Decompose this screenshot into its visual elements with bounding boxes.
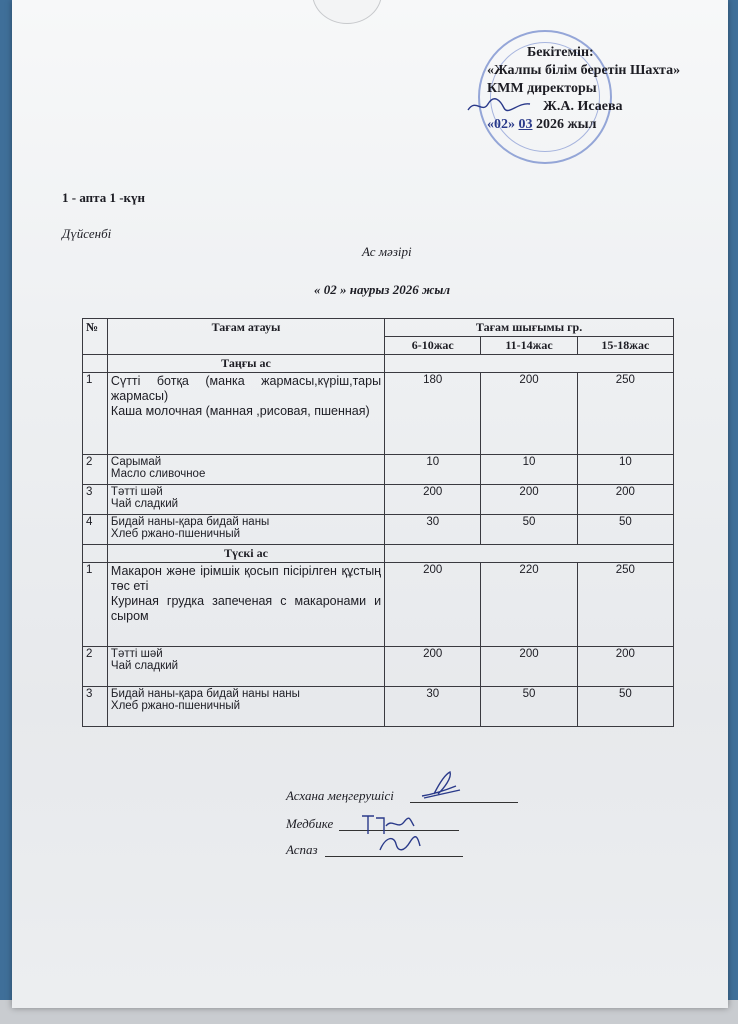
kitchen-head-signature [416, 768, 466, 802]
dish-name-kazakh: Сарымай [110, 456, 162, 468]
portion-value: 200 [385, 563, 481, 647]
header-age-11-14: 11-14жас [481, 337, 577, 355]
section-row [83, 355, 674, 373]
dish-name-russian: Чай сладкий [110, 498, 179, 510]
table-header-row [83, 319, 674, 337]
section-spacer [385, 545, 674, 563]
portion-value: 200 [481, 485, 577, 515]
portion-value: 50 [481, 515, 577, 545]
row-number: 2 [83, 455, 108, 485]
row-number: 3 [83, 687, 108, 727]
dish-name-kazakh: Сүтті ботқа (манка жармасы,күріш,тары жармасы) [110, 374, 382, 403]
dish-name-cell [107, 563, 384, 647]
dish-name-cell [107, 455, 384, 485]
dish-name-kazakh: Макарон және ірімшік қосып пісірілген құстың төс еті [110, 564, 382, 593]
dish-name-kazakh: Тәтті шәй [110, 486, 163, 498]
approval-month: 03 [518, 117, 533, 132]
cook-signature [374, 830, 424, 856]
dish-name-cell [107, 373, 384, 455]
portion-value: 200 [385, 647, 481, 687]
row-number: 2 [83, 647, 108, 687]
row-number: 3 [83, 485, 108, 515]
director-signature [464, 94, 534, 118]
kitchen-head-label: Асхана меңгерушісі [286, 788, 394, 803]
cook-label: Аспаз [286, 842, 318, 857]
header-num: № [83, 319, 108, 355]
dish-name-cell [107, 647, 384, 687]
header-age-15-18: 15-18жас [577, 337, 673, 355]
portion-value: 250 [577, 373, 673, 455]
approval-year: 2026 жыл [536, 117, 597, 132]
dish-name-kazakh: Бидай наны-қара бидай наны [110, 516, 270, 528]
portion-value: 30 [385, 515, 481, 545]
portion-value: 200 [481, 373, 577, 455]
section-num-cell [83, 355, 108, 373]
header-name: Тағам атауы [107, 319, 384, 355]
approval-block [487, 44, 680, 134]
week-day-label: 1 - апта 1 -күн [62, 190, 146, 205]
menu-date: « 02 » наурыз 2026 жыл [314, 282, 451, 297]
table-row [83, 485, 674, 515]
hanger-notch [312, 0, 382, 24]
portion-value: 200 [481, 647, 577, 687]
table-row [83, 455, 674, 485]
portion-value: 200 [385, 485, 481, 515]
dish-name-cell [107, 515, 384, 545]
portion-value: 200 [577, 647, 673, 687]
portion-value: 10 [385, 455, 481, 485]
section-spacer [385, 355, 674, 373]
dish-name-russian: Хлеб ржано-пшеничный [110, 700, 241, 712]
portion-value: 200 [577, 485, 673, 515]
approval-day: «02» [487, 117, 515, 132]
section-title: Түскі ас [107, 545, 384, 563]
dish-name-russian: Каша молочная (манная ,рисовая, пшенная) [110, 404, 370, 418]
dish-name-cell [107, 687, 384, 727]
portion-value: 250 [577, 563, 673, 647]
menu-table [82, 318, 674, 727]
row-number: 1 [83, 563, 108, 647]
portion-value: 10 [577, 455, 673, 485]
dish-name-russian: Хлеб ржано-пшеничный [110, 528, 241, 540]
portion-value: 180 [385, 373, 481, 455]
dish-name-russian: Масло сливочное [110, 468, 206, 480]
section-title: Таңғы ас [107, 355, 384, 373]
header-output: Тағам шығымы гр. [385, 319, 674, 337]
dish-name-kazakh: Бидай наны-қара бидай наны наны [110, 688, 300, 700]
portion-value: 50 [481, 687, 577, 727]
section-num-cell [83, 545, 108, 563]
header-age-6-10: 6-10жас [385, 337, 481, 355]
table-row [83, 647, 674, 687]
portion-value: 50 [577, 515, 673, 545]
portion-value: 30 [385, 687, 481, 727]
dish-name-cell [107, 485, 384, 515]
approval-org: «Жалпы білім беретін Шахта» [487, 63, 681, 78]
approval-role: КММ директоры [487, 81, 597, 96]
approval-title: Бекітемін: [527, 45, 594, 60]
row-number: 1 [83, 373, 108, 455]
table-row [83, 687, 674, 727]
dish-name-russian: Чай сладкий [110, 660, 179, 672]
weekday-name: Дүйсенбі [62, 226, 112, 241]
dish-name-kazakh: Тәтті шәй [110, 648, 163, 660]
approval-date [487, 116, 680, 134]
menu-document [12, 0, 728, 1008]
portion-value: 10 [481, 455, 577, 485]
table-row [83, 563, 674, 647]
kitchen-head-line [410, 802, 518, 803]
cook-line [325, 856, 463, 857]
approval-name: Ж.А. Исаева [543, 99, 623, 114]
row-number: 4 [83, 515, 108, 545]
nurse-label: Медбике [286, 816, 334, 831]
dish-name-russian: Куриная грудка запеченая с макаронами и сыром [110, 594, 382, 623]
menu-title: Ас мәзірі [362, 244, 412, 259]
portion-value: 220 [481, 563, 577, 647]
table-row [83, 515, 674, 545]
table-row [83, 373, 674, 455]
portion-value: 50 [577, 687, 673, 727]
section-row [83, 545, 674, 563]
